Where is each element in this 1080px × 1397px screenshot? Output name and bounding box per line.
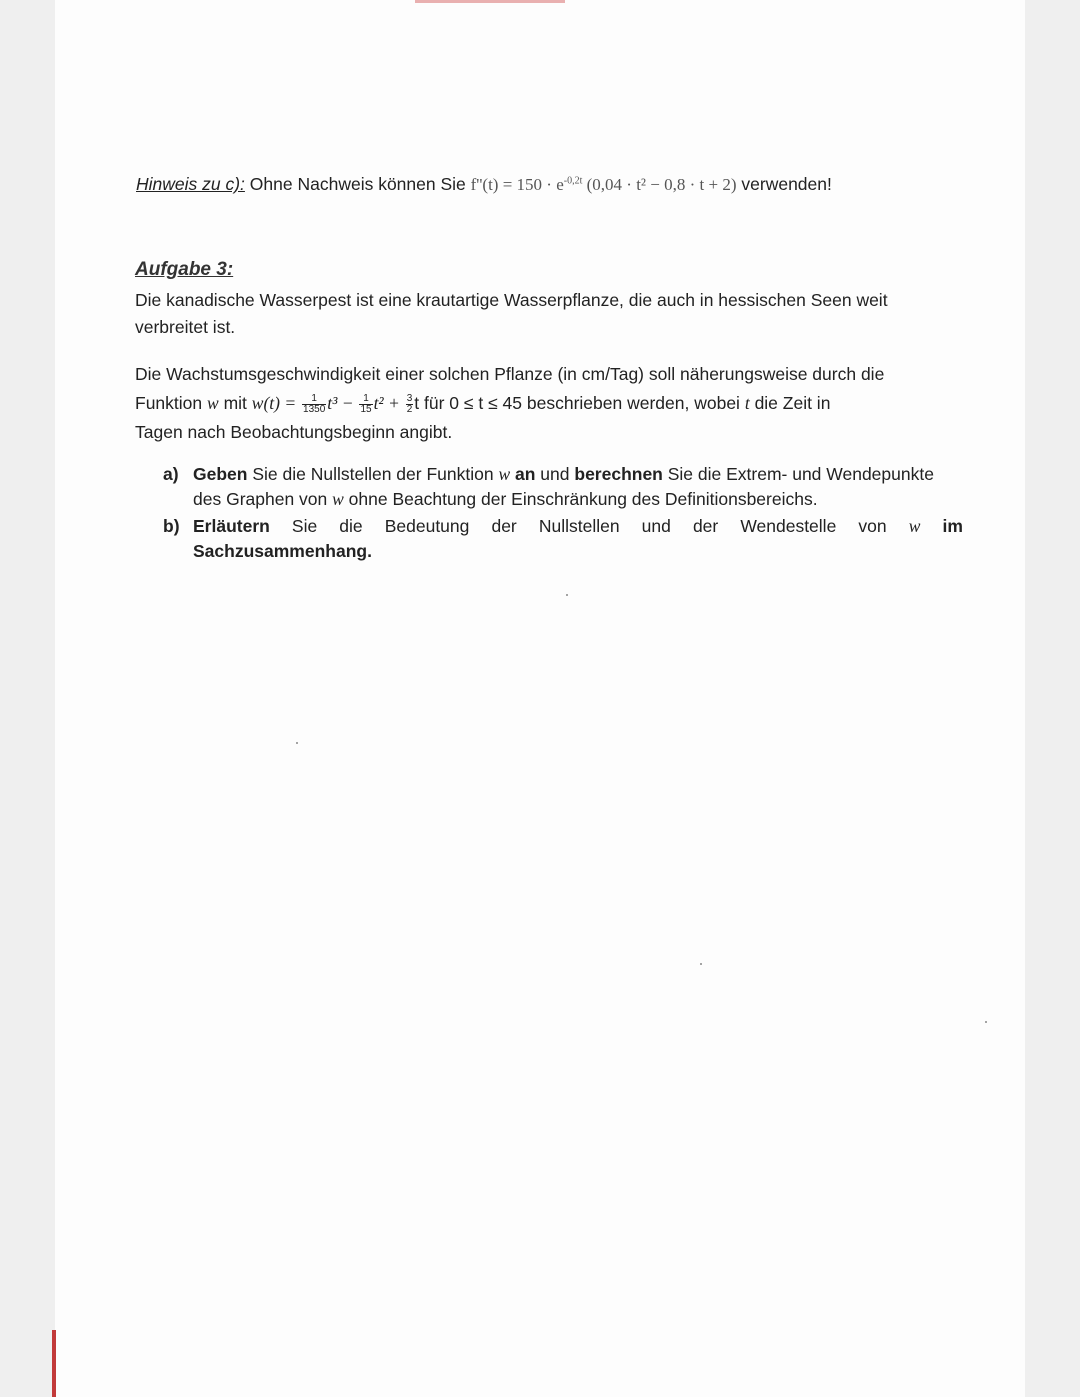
fraction-1-den: 1350 <box>303 403 326 415</box>
subtask-b-marker: b) <box>163 516 180 536</box>
subtask-b-w5: Nullstellen <box>538 516 620 536</box>
subtask-b-var-w: w <box>908 516 921 536</box>
hint-formula-rest: (0,04 · t² − 0,8 · t + 2) <box>586 175 737 194</box>
subtask-a-var-w: w <box>498 464 511 484</box>
speck <box>296 742 298 744</box>
fraction-1-num: 1 <box>302 394 326 405</box>
desc-line-1: Die Wachstumsgeschwindigkeit einer solchen Pflanze (in cm/Tag) soll näherungsweise durch die <box>135 364 885 384</box>
desc-funktion: Funktion <box>135 393 203 413</box>
subtask-b-w3: Bedeutung <box>384 516 470 536</box>
fraction-2-num: 1 <box>359 394 372 405</box>
fraction-1 <box>302 394 326 415</box>
subtask-b-verb: Erläutern <box>193 516 270 536</box>
subtask-a-verb-2: an <box>515 464 536 484</box>
hint-formula-base: f''(t) = 150 · e <box>470 175 564 194</box>
speck <box>985 1021 987 1023</box>
subtask-b-w7: der <box>692 516 719 536</box>
subtask-a-verb-1: Geben <box>193 464 248 484</box>
fraction-3 <box>406 394 414 415</box>
subtask-a-part-1: Sie die Nullstellen der Funktion <box>247 464 499 484</box>
task-description <box>135 360 915 447</box>
subtask-list <box>163 462 963 566</box>
fraction-3-den: 2 <box>406 403 413 415</box>
subtask-b <box>163 514 963 564</box>
subtask-a-part-2: und <box>535 464 575 484</box>
fraction-3-num: 3 <box>406 392 413 404</box>
subtask-a-part-4: ohne Beachtung der Einschränkung des Definitionsbereichs. <box>343 489 818 509</box>
task-intro: Die kanadische Wasserpest ist eine krautartige Wasserpflanze, die auch in hessischen Seen weit verbreitet ist. <box>135 290 888 337</box>
subtask-b-w9: von <box>858 516 887 536</box>
hint-line <box>136 174 832 195</box>
subtask-a-part-3: Sie die Extrem- und Wendepunkte des Graphen von <box>193 464 934 509</box>
speck <box>566 594 568 596</box>
term-2: t² + <box>373 393 400 413</box>
desc-var-w: w <box>207 393 219 413</box>
desc-line-2 <box>135 389 915 418</box>
paper-sheet <box>55 0 1025 1397</box>
subtask-a-var-w-2: w <box>332 489 344 509</box>
subtask-a-verb-3: berechnen <box>574 464 663 484</box>
paper-edge-mark <box>52 1330 56 1397</box>
fraction-2 <box>359 394 372 415</box>
desc-var-t: t <box>744 393 750 413</box>
subtask-b-w6: und <box>641 516 671 536</box>
subtask-b-w2: die <box>339 516 363 536</box>
subtask-b-line-1 <box>193 514 963 539</box>
subtask-b-w8: Wendestelle <box>740 516 837 536</box>
desc-mit: mit <box>223 393 247 413</box>
term-3: t für 0 ≤ t ≤ 45 beschrieben werden, wobei <box>414 393 740 413</box>
subtask-b-context: Sachzusammenhang. <box>193 541 372 561</box>
subtask-a <box>163 462 963 512</box>
hint-formula-exponent: -0,2t <box>563 175 583 187</box>
desc-function-head: w(t) = <box>251 393 297 413</box>
hint-text-before: Ohne Nachweis können Sie <box>249 174 466 194</box>
desc-line-3: Tagen nach Beobachtungsbeginn angibt. <box>135 422 453 442</box>
subtask-b-line-2 <box>193 539 963 564</box>
desc-end: die Zeit in <box>754 393 831 413</box>
hint-formula <box>471 175 737 194</box>
fraction-2-den: 15 <box>360 403 372 415</box>
term-1: t³ − <box>327 393 354 413</box>
hint-label: Hinweis zu c): <box>136 174 245 194</box>
subtask-a-marker: a) <box>163 464 179 484</box>
subtask-b-w4: der <box>491 516 517 536</box>
subtask-b-text <box>193 514 963 564</box>
speck <box>700 963 702 965</box>
subtask-a-text <box>193 462 963 512</box>
subtask-b-w1: Sie <box>291 516 318 536</box>
task-title: Aufgabe 3: <box>135 259 234 280</box>
subtask-b-im: im <box>942 516 963 536</box>
hint-text-after: verwenden! <box>741 174 832 194</box>
top-edge-mark <box>415 0 565 3</box>
